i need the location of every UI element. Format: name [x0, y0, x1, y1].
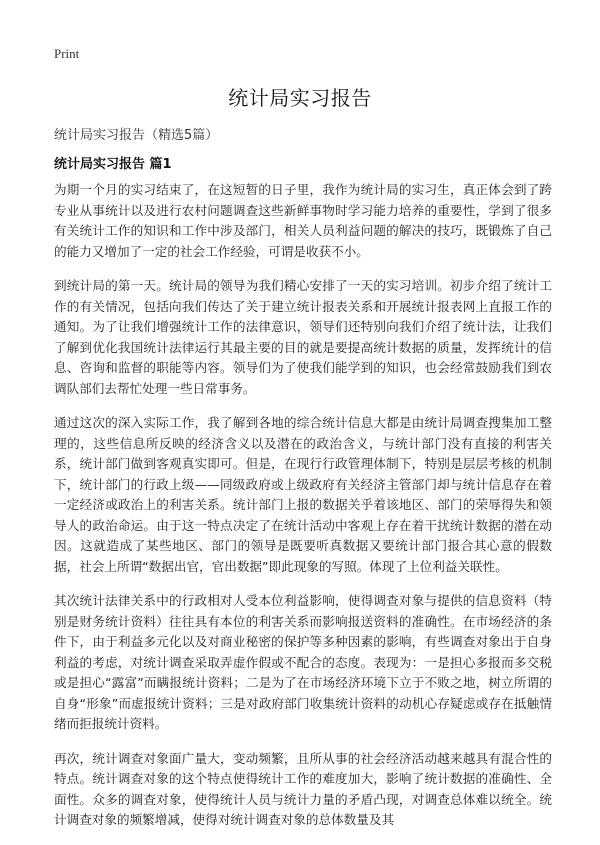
document-subtitle: 统计局实习报告（精选5篇）: [54, 128, 219, 143]
paragraph: 再次，统计调查对象面广量大，变动频繁，且所从事的社会经济活动越来越具有混合性的特点。统计调查对象的这个特点使得统计工作的难度加大，影响了统计数据的准确性、全面性。众多的调查对象，使得统计人员与统计力量的矛盾凸现，对调查总体难以统全。统计调查对象的频繁增减，使得对统计调查对象的总体数量及其: [54, 750, 552, 827]
paragraph: 为期一个月的实习结束了，在这短暂的日子里，我作为统计局的实习生，真正体会到了跨专业从事统计以及进行农村问题调查这些新鲜事物时学习能力培养的重要性，学到了很多有关统计工作的知识和工作中涉及部门，相关人员利益问题的解决的技巧，既锻炼了自己的能力又增加了一定的社会工作经验，可谓是收获不小。: [54, 182, 552, 259]
page-title: 统计局实习报告: [228, 86, 372, 110]
section-heading: 统计局实习报告 篇1: [54, 157, 172, 172]
paragraph: 其次统计法律关系中的行政相对人受本位利益影响，使得调查对象与提供的信息资料（特别是财务统计资料）往往具有本位的利害关系而影响报送资料的准确性。在市场经济的条件下，由于利益多元化以及对商业秘密的保护等多种因素的影响，有些调查对象出于自身利益的考虑，对统计调查采取弄虚作假或不配合的态度。表现为：一是担心多报而多交税或是担心“露富”而瞒报统计资料；二是为了在市场经济环境下立于不败之地，树立所谓的自身“形象”而虚报统计资料；三是对政府部门收集统计资料的动机心存疑虑或存在抵触情绪而拒报统计资料。: [54, 593, 552, 731]
print-link[interactable]: Print: [54, 46, 80, 61]
paragraph: 到统计局的第一天。统计局的领导为我们精心安排了一天的实习培训。初步介绍了统计工作的有关情况，包括向我们传达了关于建立统计报表关系和开展统计报表网上直报工作的通知。为了让我们增强统计工作的法律意识，领导们还特别向我们介绍了统计法，让我们了解到优化我国统计法律运行其最主要的目的就是要提高统计数据的质量，发挥统计的信息、咨询和监督的职能等内容。领导们为了使我们能学到的知识，也会经常鼓励我们到农调队部们去帮忙处理一些日常事务。: [54, 278, 552, 396]
article-body: [54, 180, 552, 845]
paragraph: 通过这次的深入实际工作，我了解到各地的综合统计信息大都是由统计局调查搜集加工整理的，这些信息所反映的经济含义以及潜在的政治含义，与统计部门没有直接的利害关系，统计部门做到客观真实即可。但是，在现行行政管理体制下，特别是层层考核的机制下，统计部门的行政上级——同级政府或上级政府有关经济主管部门却与统计信息存在着一定经济或政治上的利害关系。统计部门上报的数据关乎着该地区、部门的荣辱得失和领导人的政治命运。由于这一特点决定了在统计活动中客观上存在着干扰统计数据的潜在动因。这就造成了某些地区、部门的领导是既要听真数据又要统计部门报合其心意的假数据，社会上所谓“数据出官，官出数据”即此现象的写照。体现了上位利益关联性。: [54, 415, 552, 574]
